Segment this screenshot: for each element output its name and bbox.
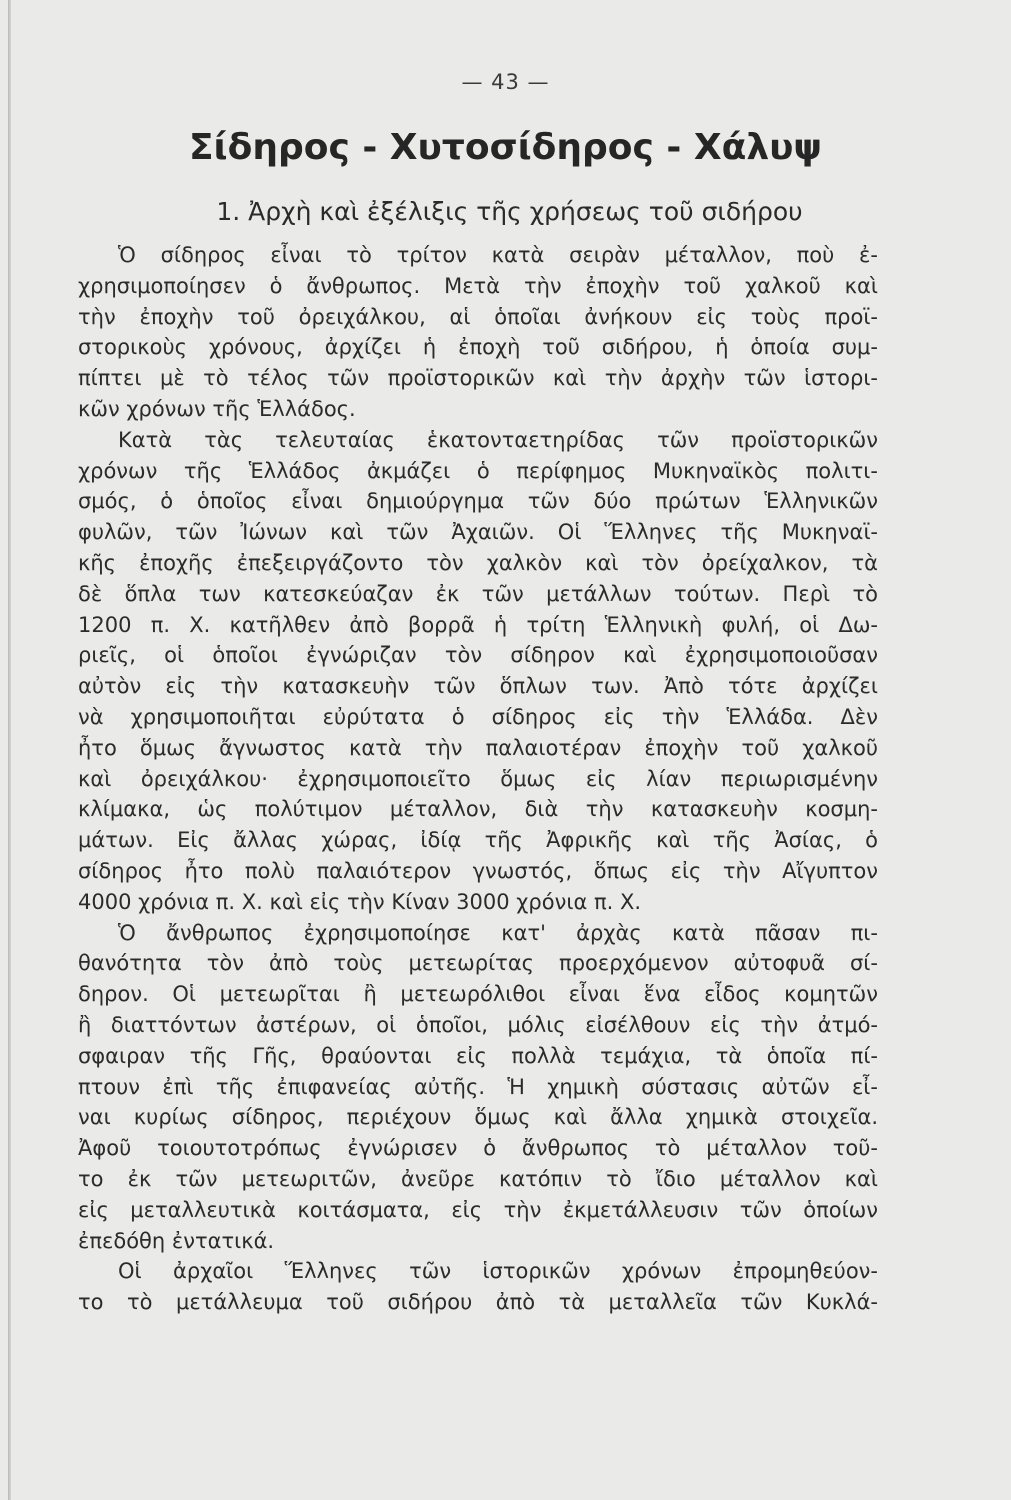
- body-text: [78, 240, 878, 1318]
- text-line: ἦτο ὅμως ἄγνωστος κατὰ τὴν παλαιοτέραν ἐποχὴν τοῦ χαλκοῦ: [78, 735, 878, 760]
- text-line: ἐπεδόθη ἐντατικά.: [78, 1228, 275, 1253]
- text-line: Κατὰ τὰς τελευταίας ἑκατονταετηρίδας τῶν προϊστορικῶν: [118, 427, 878, 452]
- text-line: ἢ διαττόντων ἀστέρων, οἱ ὁποῖοι, μόλις εἰσέλθουν εἰς τὴν ἀτμό-: [78, 1012, 878, 1037]
- text-line: εἰς μεταλλευτικὰ κοιτάσματα, εἰς τὴν ἐκμετάλλευσιν τῶν ὁποίων: [78, 1197, 878, 1222]
- text-line: Ὁ ἄνθρωπος ἐχρησιμοποίησε κατ' ἀρχὰς κατὰ πᾶσαν πι-: [118, 920, 878, 945]
- text-line: 4000 χρόνια π. Χ. καὶ εἰς τὴν Κίναν 3000 χρόνια π. Χ.: [78, 889, 642, 914]
- text-line: καὶ ὀρειχάλκου· ἐχρησιμοποιεῖτο ὅμως εἰς λίαν περιωρισμένην: [78, 766, 878, 791]
- text-line: ναι κυρίως σίδηρος, περιέχουν ὅμως καὶ ἄλλα χημικὰ στοιχεῖα.: [78, 1105, 878, 1130]
- text-line: κλίμακα, ὡς πολύτιμον μέταλλον, διὰ τὴν κατασκευὴν κοσμη-: [78, 797, 878, 822]
- text-line: νὰ χρησιμοποιῆται εὐρύτατα ὁ σίδηρος εἰς τὴν Ἑλλάδα. Δὲν: [78, 704, 878, 729]
- text-line: κῶν χρόνων τῆς Ἑλλάδος.: [78, 396, 356, 421]
- text-line: μάτων. Εἰς ἄλλας χώρας, ἰδίᾳ τῆς Ἀφρικῆς καὶ τῆς Ἀσίας, ὁ: [78, 828, 878, 853]
- text-line: Οἱ ἀρχαῖοι Ἕλληνες τῶν ἱστορικῶν χρόνων ἐπρομηθεύον-: [118, 1259, 878, 1284]
- text-line: τὴν ἐποχὴν τοῦ ὀρειχάλκου, αἱ ὁποῖαι ἀνήκουν εἰς τοὺς προϊ-: [78, 304, 878, 329]
- text-line: φυλῶν, τῶν Ἰώνων καὶ τῶν Ἀχαιῶν. Οἱ Ἕλληνες τῆς Μυκηναϊ-: [78, 520, 878, 545]
- text-line: κῆς ἐποχῆς ἐπεξειργάζοντο τὸν χαλκὸν καὶ τὸν ὀρείχαλκον, τὰ: [78, 550, 878, 575]
- page-number: — 43 —: [461, 70, 550, 94]
- text-line: χρησιμοποίησεν ὁ ἄνθρωπος. Μετὰ τὴν ἐποχὴν τοῦ χαλκοῦ καὶ: [78, 273, 878, 298]
- text-line: χρόνων τῆς Ἑλλάδος ἀκμάζει ὁ περίφημος Μυκηναϊκὸς πολιτι-: [78, 458, 878, 483]
- text-line: στορικοὺς χρόνους, ἀρχίζει ἡ ἐποχὴ τοῦ σιδήρου, ἡ ὁποία συμ-: [78, 335, 878, 360]
- text-line: θανότητα τὸν ἀπὸ τοὺς μετεωρίτας προερχόμενον αὐτοφυᾶ σί-: [78, 951, 878, 976]
- text-line: το ἐκ τῶν μετεωριτῶν, ἀνεῦρε κατόπιν τὸ ἴδιο μέταλλον καὶ: [78, 1166, 878, 1191]
- section-heading: 1. Ἀρχὴ καὶ ἐξέλιξις τῆς χρήσεως τοῦ σιδήρου: [216, 197, 803, 226]
- text-line: Ἀφοῦ τοιουτοτρόπως ἐγνώρισεν ὁ ἄνθρωπος τὸ μέταλλον τοῦ-: [78, 1136, 878, 1161]
- text-line: σμός, ὁ ὁποῖος εἶναι δημιούργημα τῶν δύο πρώτων Ἑλληνικῶν: [78, 489, 878, 514]
- text-line: σφαιραν τῆς Γῆς, θραύονται εἰς πολλὰ τεμάχια, τὰ ὁποῖα πί-: [78, 1043, 878, 1068]
- text-line: το τὸ μετάλλευμα τοῦ σιδήρου ἀπὸ τὰ μεταλλεῖα τῶν Κυκλά-: [78, 1290, 878, 1315]
- text-line: ριεῖς, οἱ ὁποῖοι ἐγνώριζαν τὸν σίδηρον καὶ ἐχρησιμοποιοῦσαν: [78, 643, 878, 668]
- chapter-title: Σίδηρος - Χυτοσίδηρος - Χάλυψ: [188, 127, 823, 168]
- text-line: αὐτὸν εἰς τὴν κατασκευὴν τῶν ὅπλων των. Ἀπὸ τότε ἀρχίζει: [78, 674, 878, 699]
- text-line: σίδηρος ἦτο πολὺ παλαιότερον γνωστός, ὅπως εἰς τὴν Αἴγυπτον: [78, 858, 878, 883]
- text-line: πτουν ἐπὶ τῆς ἐπιφανείας αὐτῆς. Ἡ χημικὴ σύστασις αὐτῶν εἶ-: [78, 1074, 878, 1099]
- text-line: πίπτει μὲ τὸ τέλος τῶν προϊστορικῶν καὶ τὴν ἀρχὴν τῶν ἱστορι-: [78, 366, 878, 391]
- text-line: δὲ ὅπλα των κατεσκεύαζαν ἐκ τῶν μετάλλων τούτων. Περὶ τὸ: [78, 581, 878, 606]
- text-line: Ὁ σίδηρος εἶναι τὸ τρίτον κατὰ σειρὰν μέταλλον, ποὺ ἐ-: [118, 243, 878, 267]
- text-line: 1200 π. Χ. κατῆλθεν ἀπὸ βορρᾶ ἡ τρίτη Ἑλληνικὴ φυλή, οἱ Δω-: [78, 612, 878, 637]
- text-line: δηρον. Οἱ μετεωρῖται ἢ μετεωρόλιθοι εἶναι ἕνα εἶδος κομητῶν: [78, 982, 878, 1007]
